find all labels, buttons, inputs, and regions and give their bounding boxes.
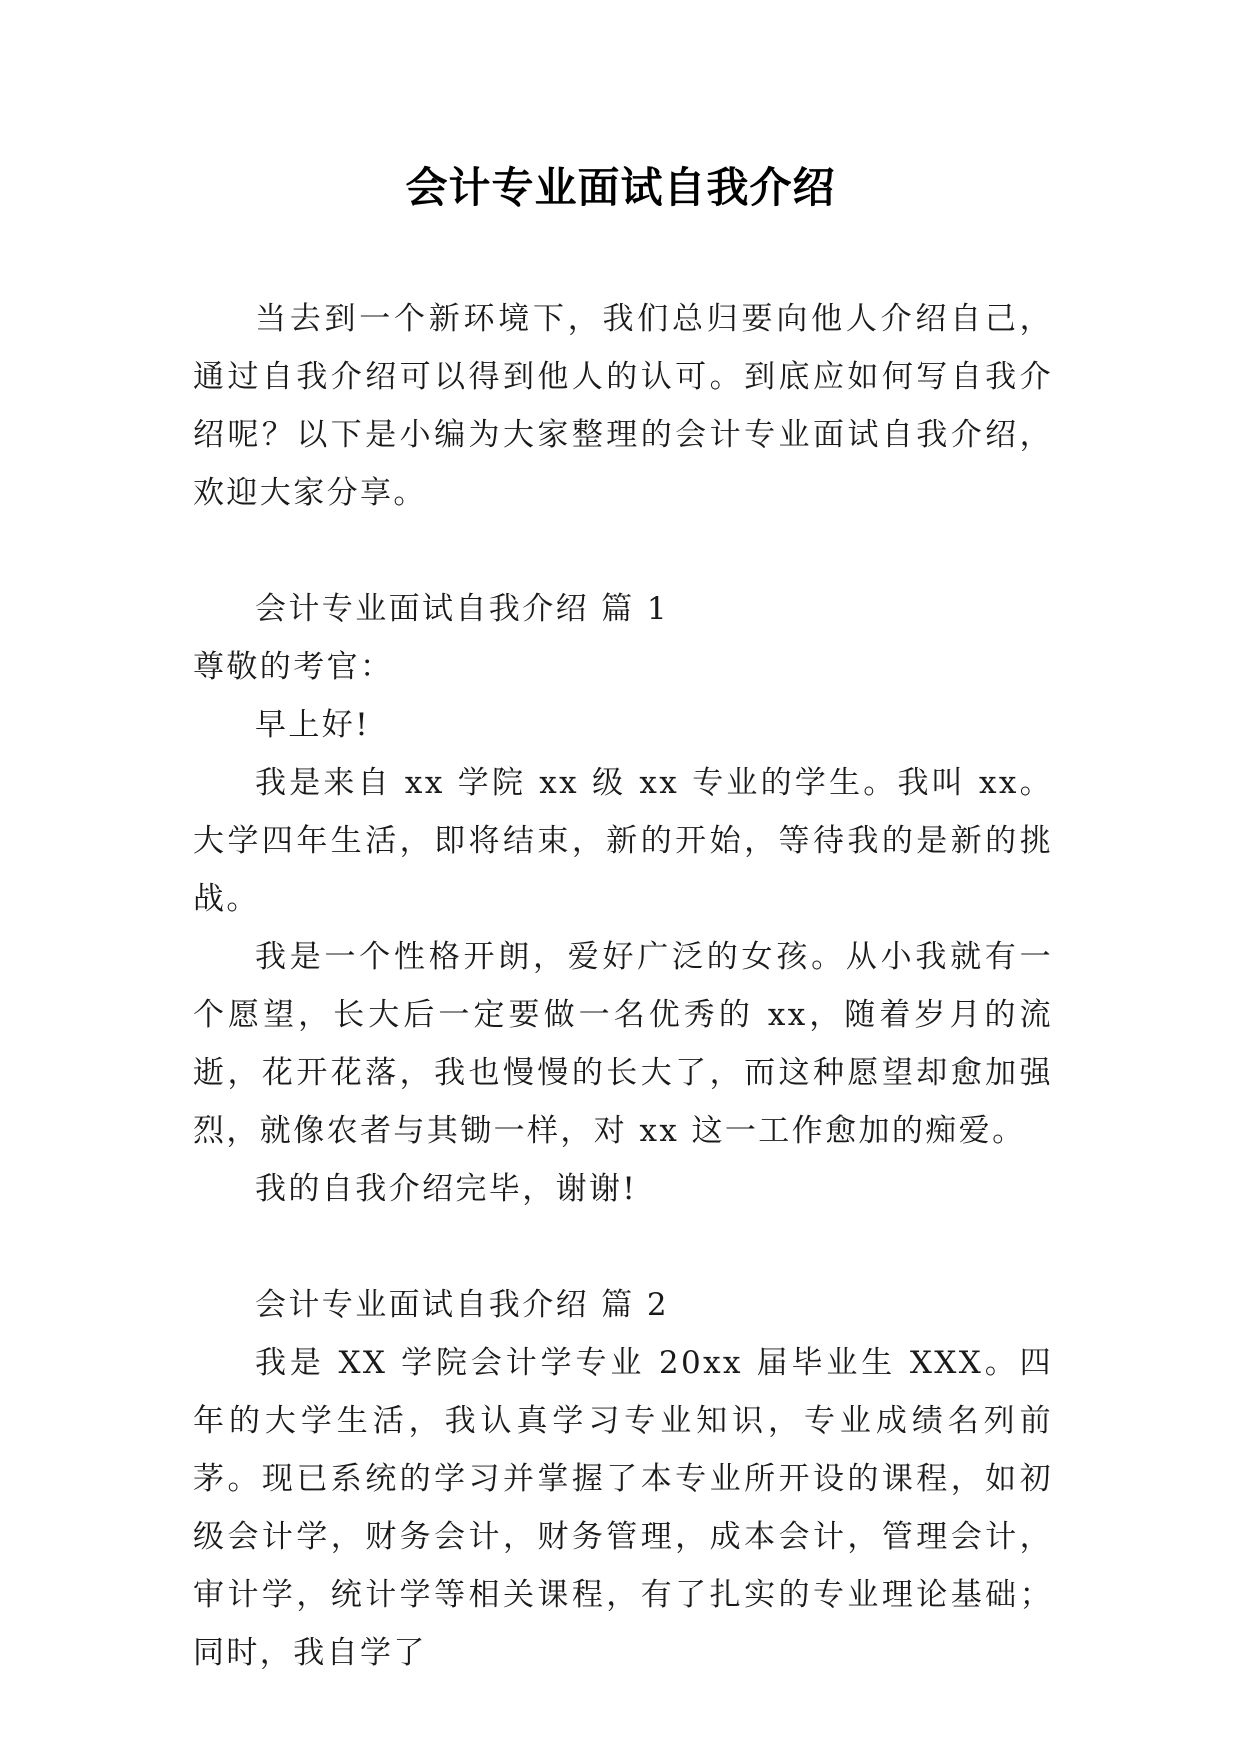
section-2-heading: 会计专业面试自我介绍 篇 2	[255, 1287, 670, 1323]
document-title: 会计专业面试自我介绍	[405, 163, 836, 212]
section-1-heading: 会计专业面试自我介绍 篇 1	[255, 591, 670, 627]
section-2-paragraph-1: 我是 XX 学院会计学专业 20xx 届毕业生 XXX。四年的大学生活，我认真学习专业知识，专业成绩名列前茅。现已系统的学习并掌握了本专业所开设的课程，如初级会计学，财务会计，财务管理，成本会计，管理会计，审计学，统计学等相关课程，有了扎实的专业理论基础；同时，我自学了	[193, 1345, 1053, 1671]
section-1-paragraph-1: 我是来自 xx 学院 xx 级 xx 专业的学生。我叫 xx。大学四年生活，即将结束，新的开始，等待我的是新的挑战。	[193, 765, 1053, 917]
section-1-paragraph-2: 我是一个性格开朗，爱好广泛的女孩。从小我就有一个愿望，长大后一定要做一名优秀的 xx，随着岁月的流逝，花开花落，我也慢慢的长大了，而这种愿望却愈加强烈，就像农者与其锄一样，对 xx 这一工作愈加的痴爱。	[193, 939, 1053, 1149]
salutation: 尊敬的考官：	[193, 649, 394, 685]
greeting: 早上好!	[255, 707, 371, 743]
intro-paragraph: 当去到一个新环境下，我们总归要向他人介绍自己，通过自我介绍可以得到他人的认可。到底应如何写自我介绍呢？以下是小编为大家整理的会计专业面试自我介绍，欢迎大家分享。	[193, 301, 1053, 511]
section-1-closing: 我的自我介绍完毕，谢谢!	[255, 1171, 638, 1207]
document-body	[193, 290, 1053, 1682]
